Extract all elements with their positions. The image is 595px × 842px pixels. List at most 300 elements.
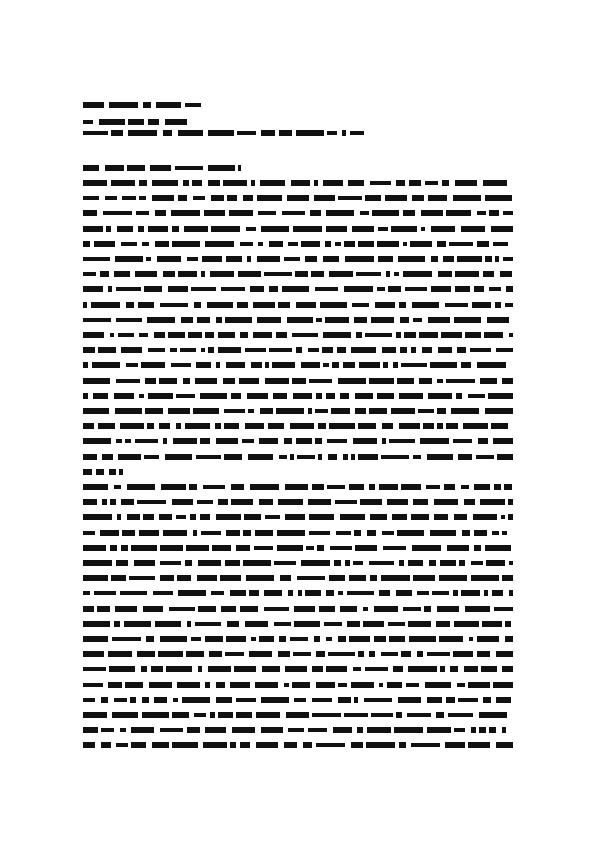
text-fragment bbox=[83, 698, 95, 702]
text-fragment bbox=[480, 378, 497, 384]
text-fragment bbox=[141, 362, 165, 368]
text-fragment bbox=[155, 621, 181, 627]
text-fragment bbox=[149, 682, 172, 688]
text-fragment bbox=[118, 333, 134, 337]
text-fragment bbox=[147, 317, 175, 323]
text-fragment bbox=[358, 454, 378, 460]
text-fragment bbox=[469, 637, 473, 641]
text-fragment bbox=[465, 332, 481, 338]
text-fragment bbox=[471, 561, 483, 565]
text-fragment bbox=[370, 514, 387, 520]
text-fragment bbox=[427, 697, 442, 703]
text-fragment bbox=[318, 423, 326, 429]
text-fragment bbox=[336, 531, 351, 535]
text-fragment bbox=[367, 530, 376, 536]
text-fragment bbox=[287, 317, 313, 323]
text-fragment bbox=[393, 666, 403, 672]
text-fragment bbox=[482, 621, 502, 627]
text-fragment bbox=[248, 454, 273, 460]
text-fragment bbox=[203, 742, 227, 748]
subheading-line bbox=[83, 165, 241, 171]
text-fragment bbox=[483, 271, 494, 277]
text-fragment bbox=[216, 514, 241, 520]
text-fragment bbox=[216, 362, 220, 368]
text-fragment bbox=[146, 636, 154, 642]
text-fragment bbox=[261, 130, 275, 136]
text-fragment bbox=[258, 211, 276, 215]
text-fragment bbox=[83, 378, 110, 384]
text-fragment bbox=[437, 379, 443, 383]
text-fragment bbox=[139, 196, 146, 200]
text-fragment bbox=[408, 560, 423, 566]
text-fragment bbox=[468, 742, 490, 748]
text-fragment bbox=[383, 362, 388, 368]
text-fragment bbox=[296, 302, 316, 308]
text-fragment bbox=[148, 226, 168, 232]
text-fragment bbox=[172, 226, 179, 232]
text-fragment bbox=[124, 621, 151, 627]
text-fragment bbox=[330, 546, 352, 550]
text-fragment bbox=[441, 332, 462, 338]
text-fragment bbox=[282, 286, 309, 292]
text-fragment bbox=[455, 180, 477, 186]
text-fragment bbox=[225, 560, 240, 566]
text-fragment bbox=[279, 455, 287, 459]
text-fragment bbox=[244, 514, 261, 520]
text-fragment bbox=[273, 393, 287, 399]
text-fragment bbox=[259, 636, 274, 642]
text-fragment bbox=[303, 742, 312, 748]
text-fragment bbox=[143, 514, 154, 520]
paragraph-1-line bbox=[83, 454, 513, 460]
text-fragment bbox=[185, 103, 201, 107]
text-fragment bbox=[388, 622, 405, 626]
text-fragment bbox=[163, 271, 175, 277]
text-fragment bbox=[327, 485, 345, 489]
text-fragment bbox=[173, 698, 178, 702]
text-fragment bbox=[269, 348, 292, 352]
text-fragment bbox=[129, 576, 155, 580]
text-fragment bbox=[276, 408, 304, 414]
text-fragment bbox=[177, 575, 191, 581]
text-fragment bbox=[274, 561, 296, 565]
text-fragment bbox=[100, 271, 109, 277]
text-fragment bbox=[322, 347, 333, 353]
paragraph-2-line bbox=[83, 590, 513, 596]
text-fragment bbox=[205, 682, 210, 688]
text-fragment bbox=[251, 180, 255, 186]
text-fragment bbox=[347, 621, 360, 627]
text-fragment bbox=[489, 727, 496, 733]
text-fragment bbox=[83, 393, 88, 399]
text-fragment bbox=[290, 423, 314, 429]
text-fragment bbox=[169, 607, 195, 611]
text-fragment bbox=[98, 347, 116, 353]
text-fragment bbox=[231, 499, 253, 505]
text-fragment bbox=[455, 271, 479, 277]
text-fragment bbox=[103, 211, 132, 215]
text-fragment bbox=[191, 287, 216, 291]
text-fragment bbox=[163, 130, 172, 136]
text-fragment bbox=[508, 499, 513, 505]
text-fragment bbox=[197, 500, 213, 504]
text-fragment bbox=[449, 242, 473, 246]
text-fragment bbox=[102, 454, 113, 460]
text-fragment bbox=[464, 499, 475, 505]
text-fragment bbox=[145, 378, 156, 384]
text-fragment bbox=[265, 515, 280, 519]
text-fragment bbox=[412, 302, 439, 308]
text-fragment bbox=[389, 439, 415, 443]
text-fragment bbox=[198, 666, 202, 672]
text-fragment bbox=[160, 545, 183, 551]
text-fragment bbox=[318, 454, 322, 460]
text-fragment bbox=[417, 591, 429, 595]
text-fragment bbox=[225, 317, 252, 323]
text-fragment bbox=[494, 607, 513, 611]
text-fragment bbox=[154, 697, 167, 703]
text-fragment bbox=[439, 636, 463, 642]
text-fragment bbox=[398, 697, 421, 703]
text-fragment bbox=[461, 485, 469, 489]
text-fragment bbox=[338, 636, 346, 642]
text-fragment bbox=[358, 423, 376, 429]
text-fragment bbox=[242, 439, 254, 443]
text-fragment bbox=[413, 499, 428, 505]
text-fragment bbox=[208, 130, 234, 136]
text-fragment bbox=[427, 454, 453, 460]
text-fragment bbox=[131, 545, 157, 551]
text-fragment bbox=[172, 712, 189, 718]
text-fragment bbox=[485, 545, 511, 551]
text-fragment bbox=[483, 697, 491, 703]
text-fragment bbox=[296, 130, 324, 136]
text-fragment bbox=[502, 727, 506, 733]
text-fragment bbox=[443, 256, 454, 262]
text-fragment bbox=[343, 362, 355, 368]
text-fragment bbox=[157, 256, 181, 262]
text-fragment bbox=[397, 530, 424, 536]
text-fragment bbox=[296, 347, 302, 353]
header-line-3 bbox=[83, 130, 365, 136]
text-fragment bbox=[474, 545, 481, 551]
text-fragment bbox=[218, 332, 235, 338]
text-fragment bbox=[142, 242, 149, 246]
text-fragment bbox=[230, 682, 250, 688]
text-fragment bbox=[182, 697, 210, 703]
text-fragment bbox=[259, 438, 278, 444]
text-fragment bbox=[374, 636, 386, 642]
text-fragment bbox=[355, 393, 373, 399]
paragraph-1-line bbox=[83, 226, 513, 232]
text-fragment bbox=[160, 561, 181, 565]
text-fragment bbox=[172, 499, 193, 505]
text-fragment bbox=[207, 302, 233, 308]
text-fragment bbox=[421, 210, 443, 216]
text-fragment bbox=[260, 408, 273, 414]
text-fragment bbox=[323, 363, 329, 367]
text-fragment bbox=[190, 514, 196, 520]
text-fragment bbox=[445, 742, 465, 748]
text-fragment bbox=[344, 286, 373, 292]
text-fragment bbox=[224, 454, 242, 460]
text-fragment bbox=[83, 120, 93, 124]
text-fragment bbox=[483, 180, 507, 186]
paragraph-1-line bbox=[83, 271, 513, 277]
text-fragment bbox=[83, 621, 110, 627]
text-fragment bbox=[255, 530, 273, 536]
text-fragment bbox=[245, 621, 268, 627]
text-fragment bbox=[172, 241, 200, 247]
text-fragment bbox=[468, 394, 485, 398]
text-fragment bbox=[191, 637, 201, 641]
text-fragment bbox=[260, 180, 285, 186]
text-fragment bbox=[407, 713, 431, 717]
text-fragment bbox=[308, 499, 331, 505]
text-fragment bbox=[332, 362, 339, 368]
text-fragment bbox=[155, 210, 166, 216]
text-fragment bbox=[198, 606, 216, 612]
text-fragment bbox=[296, 438, 312, 444]
paragraph-1-line bbox=[83, 423, 513, 429]
text-fragment bbox=[379, 590, 390, 596]
text-fragment bbox=[412, 545, 441, 551]
text-fragment bbox=[116, 743, 128, 747]
text-fragment bbox=[137, 500, 166, 504]
text-fragment bbox=[352, 226, 374, 232]
text-fragment bbox=[509, 590, 513, 596]
text-fragment bbox=[245, 348, 266, 352]
text-fragment bbox=[381, 575, 410, 581]
text-fragment bbox=[453, 590, 458, 596]
text-fragment bbox=[396, 332, 401, 338]
text-fragment bbox=[105, 196, 117, 200]
text-fragment bbox=[237, 302, 248, 308]
text-fragment bbox=[494, 484, 501, 490]
text-fragment bbox=[312, 666, 323, 672]
text-fragment bbox=[278, 302, 290, 308]
text-fragment bbox=[176, 394, 195, 398]
text-fragment bbox=[326, 210, 354, 216]
text-fragment bbox=[116, 287, 141, 291]
text-fragment bbox=[308, 348, 319, 352]
text-fragment bbox=[312, 698, 332, 702]
text-fragment bbox=[249, 651, 272, 657]
text-fragment bbox=[102, 499, 107, 505]
text-fragment bbox=[333, 727, 352, 733]
text-fragment bbox=[485, 195, 512, 201]
text-fragment bbox=[238, 165, 241, 171]
text-fragment bbox=[83, 499, 97, 505]
text-fragment bbox=[388, 286, 401, 292]
text-fragment bbox=[243, 195, 253, 201]
text-fragment bbox=[323, 256, 339, 262]
text-fragment bbox=[176, 423, 181, 429]
text-fragment bbox=[97, 606, 110, 612]
text-fragment bbox=[403, 210, 415, 216]
text-fragment bbox=[284, 683, 289, 687]
text-fragment bbox=[458, 698, 478, 702]
text-fragment bbox=[127, 165, 145, 171]
text-fragment bbox=[152, 180, 178, 186]
text-fragment bbox=[403, 242, 407, 246]
text-fragment bbox=[353, 438, 377, 444]
text-fragment bbox=[338, 196, 362, 200]
text-fragment bbox=[367, 727, 391, 733]
text-fragment bbox=[265, 378, 289, 384]
text-fragment bbox=[143, 606, 163, 612]
text-fragment bbox=[230, 742, 236, 748]
text-fragment bbox=[323, 180, 343, 186]
text-fragment bbox=[401, 363, 427, 367]
text-fragment bbox=[160, 728, 183, 732]
text-fragment bbox=[505, 303, 513, 307]
text-fragment bbox=[423, 423, 434, 429]
text-fragment bbox=[83, 332, 104, 338]
text-fragment bbox=[320, 302, 347, 308]
text-fragment bbox=[399, 423, 420, 429]
text-fragment bbox=[258, 242, 263, 246]
text-fragment bbox=[386, 271, 390, 277]
text-fragment bbox=[450, 666, 458, 672]
text-fragment bbox=[496, 742, 513, 748]
text-fragment bbox=[172, 742, 198, 748]
text-fragment bbox=[383, 546, 406, 550]
text-fragment bbox=[326, 666, 347, 672]
text-fragment bbox=[83, 286, 103, 292]
text-fragment bbox=[144, 286, 162, 292]
text-fragment bbox=[240, 332, 248, 338]
text-fragment bbox=[340, 606, 357, 612]
text-fragment bbox=[301, 560, 330, 566]
text-fragment bbox=[152, 742, 169, 748]
text-fragment bbox=[137, 651, 155, 657]
text-fragment bbox=[382, 438, 386, 444]
text-fragment bbox=[409, 636, 436, 642]
paragraph-1-line bbox=[83, 347, 513, 353]
text-fragment bbox=[329, 575, 345, 581]
text-fragment bbox=[314, 180, 318, 186]
text-fragment bbox=[237, 131, 256, 135]
text-fragment bbox=[316, 651, 325, 657]
text-fragment bbox=[354, 530, 361, 536]
text-fragment bbox=[196, 362, 211, 368]
text-fragment bbox=[246, 575, 274, 581]
text-fragment bbox=[91, 302, 120, 308]
text-fragment bbox=[187, 727, 200, 733]
text-fragment bbox=[221, 287, 245, 291]
paragraph-2-line bbox=[83, 560, 513, 566]
text-fragment bbox=[111, 575, 126, 581]
text-fragment bbox=[126, 363, 138, 367]
text-fragment bbox=[209, 651, 222, 657]
text-fragment bbox=[399, 742, 406, 748]
text-fragment bbox=[139, 394, 144, 398]
text-fragment bbox=[329, 271, 353, 277]
text-fragment bbox=[408, 621, 431, 627]
text-fragment bbox=[477, 241, 489, 247]
paragraph-1-line bbox=[83, 241, 513, 247]
text-fragment bbox=[232, 727, 255, 733]
text-fragment bbox=[454, 728, 465, 732]
text-fragment bbox=[236, 712, 252, 718]
text-fragment bbox=[503, 257, 513, 261]
text-fragment bbox=[497, 454, 513, 460]
text-fragment bbox=[83, 545, 106, 551]
text-fragment bbox=[502, 378, 513, 384]
text-fragment bbox=[112, 712, 138, 718]
text-fragment bbox=[185, 423, 210, 429]
text-fragment bbox=[126, 302, 134, 308]
text-fragment bbox=[370, 181, 391, 185]
text-fragment bbox=[396, 180, 405, 186]
text-fragment bbox=[257, 256, 280, 262]
text-fragment bbox=[496, 651, 513, 657]
text-fragment bbox=[253, 332, 272, 338]
text-fragment bbox=[385, 195, 407, 201]
text-fragment bbox=[504, 484, 512, 490]
paragraph-2-line bbox=[83, 484, 513, 490]
text-fragment bbox=[261, 697, 289, 703]
text-fragment bbox=[334, 560, 341, 566]
paragraph-2-line bbox=[83, 712, 513, 718]
text-fragment bbox=[311, 271, 324, 277]
text-fragment bbox=[282, 211, 305, 215]
text-fragment bbox=[148, 393, 173, 399]
text-fragment bbox=[178, 130, 203, 136]
text-fragment bbox=[83, 165, 99, 171]
text-fragment bbox=[231, 393, 241, 399]
text-fragment bbox=[473, 514, 497, 520]
text-fragment bbox=[274, 622, 291, 626]
text-fragment bbox=[210, 271, 234, 277]
text-fragment bbox=[251, 637, 256, 641]
text-fragment bbox=[442, 180, 449, 186]
text-fragment bbox=[387, 682, 402, 688]
text-fragment bbox=[411, 743, 440, 747]
text-fragment bbox=[491, 226, 513, 232]
text-fragment bbox=[347, 591, 374, 595]
text-fragment bbox=[138, 226, 144, 232]
text-fragment bbox=[428, 317, 450, 323]
text-fragment bbox=[127, 514, 140, 520]
text-fragment bbox=[479, 727, 486, 733]
text-fragment bbox=[106, 226, 111, 232]
text-fragment bbox=[231, 484, 244, 490]
text-fragment bbox=[477, 651, 490, 657]
text-fragment bbox=[462, 530, 470, 536]
text-fragment bbox=[250, 484, 279, 490]
text-fragment bbox=[392, 514, 407, 520]
text-fragment bbox=[155, 241, 169, 247]
text-fragment bbox=[335, 242, 341, 246]
text-fragment bbox=[506, 286, 513, 292]
text-fragment bbox=[163, 530, 187, 536]
text-fragment bbox=[448, 713, 473, 717]
text-fragment bbox=[101, 728, 114, 732]
text-fragment bbox=[163, 438, 167, 444]
text-fragment bbox=[83, 180, 107, 186]
text-fragment bbox=[458, 454, 472, 460]
text-fragment bbox=[278, 651, 290, 657]
text-fragment bbox=[201, 271, 205, 277]
text-fragment bbox=[83, 575, 108, 581]
paragraph-2-line bbox=[83, 697, 513, 703]
paragraph-2-line bbox=[83, 499, 513, 505]
text-fragment bbox=[96, 469, 104, 475]
text-fragment bbox=[208, 180, 220, 186]
text-fragment bbox=[195, 378, 217, 384]
